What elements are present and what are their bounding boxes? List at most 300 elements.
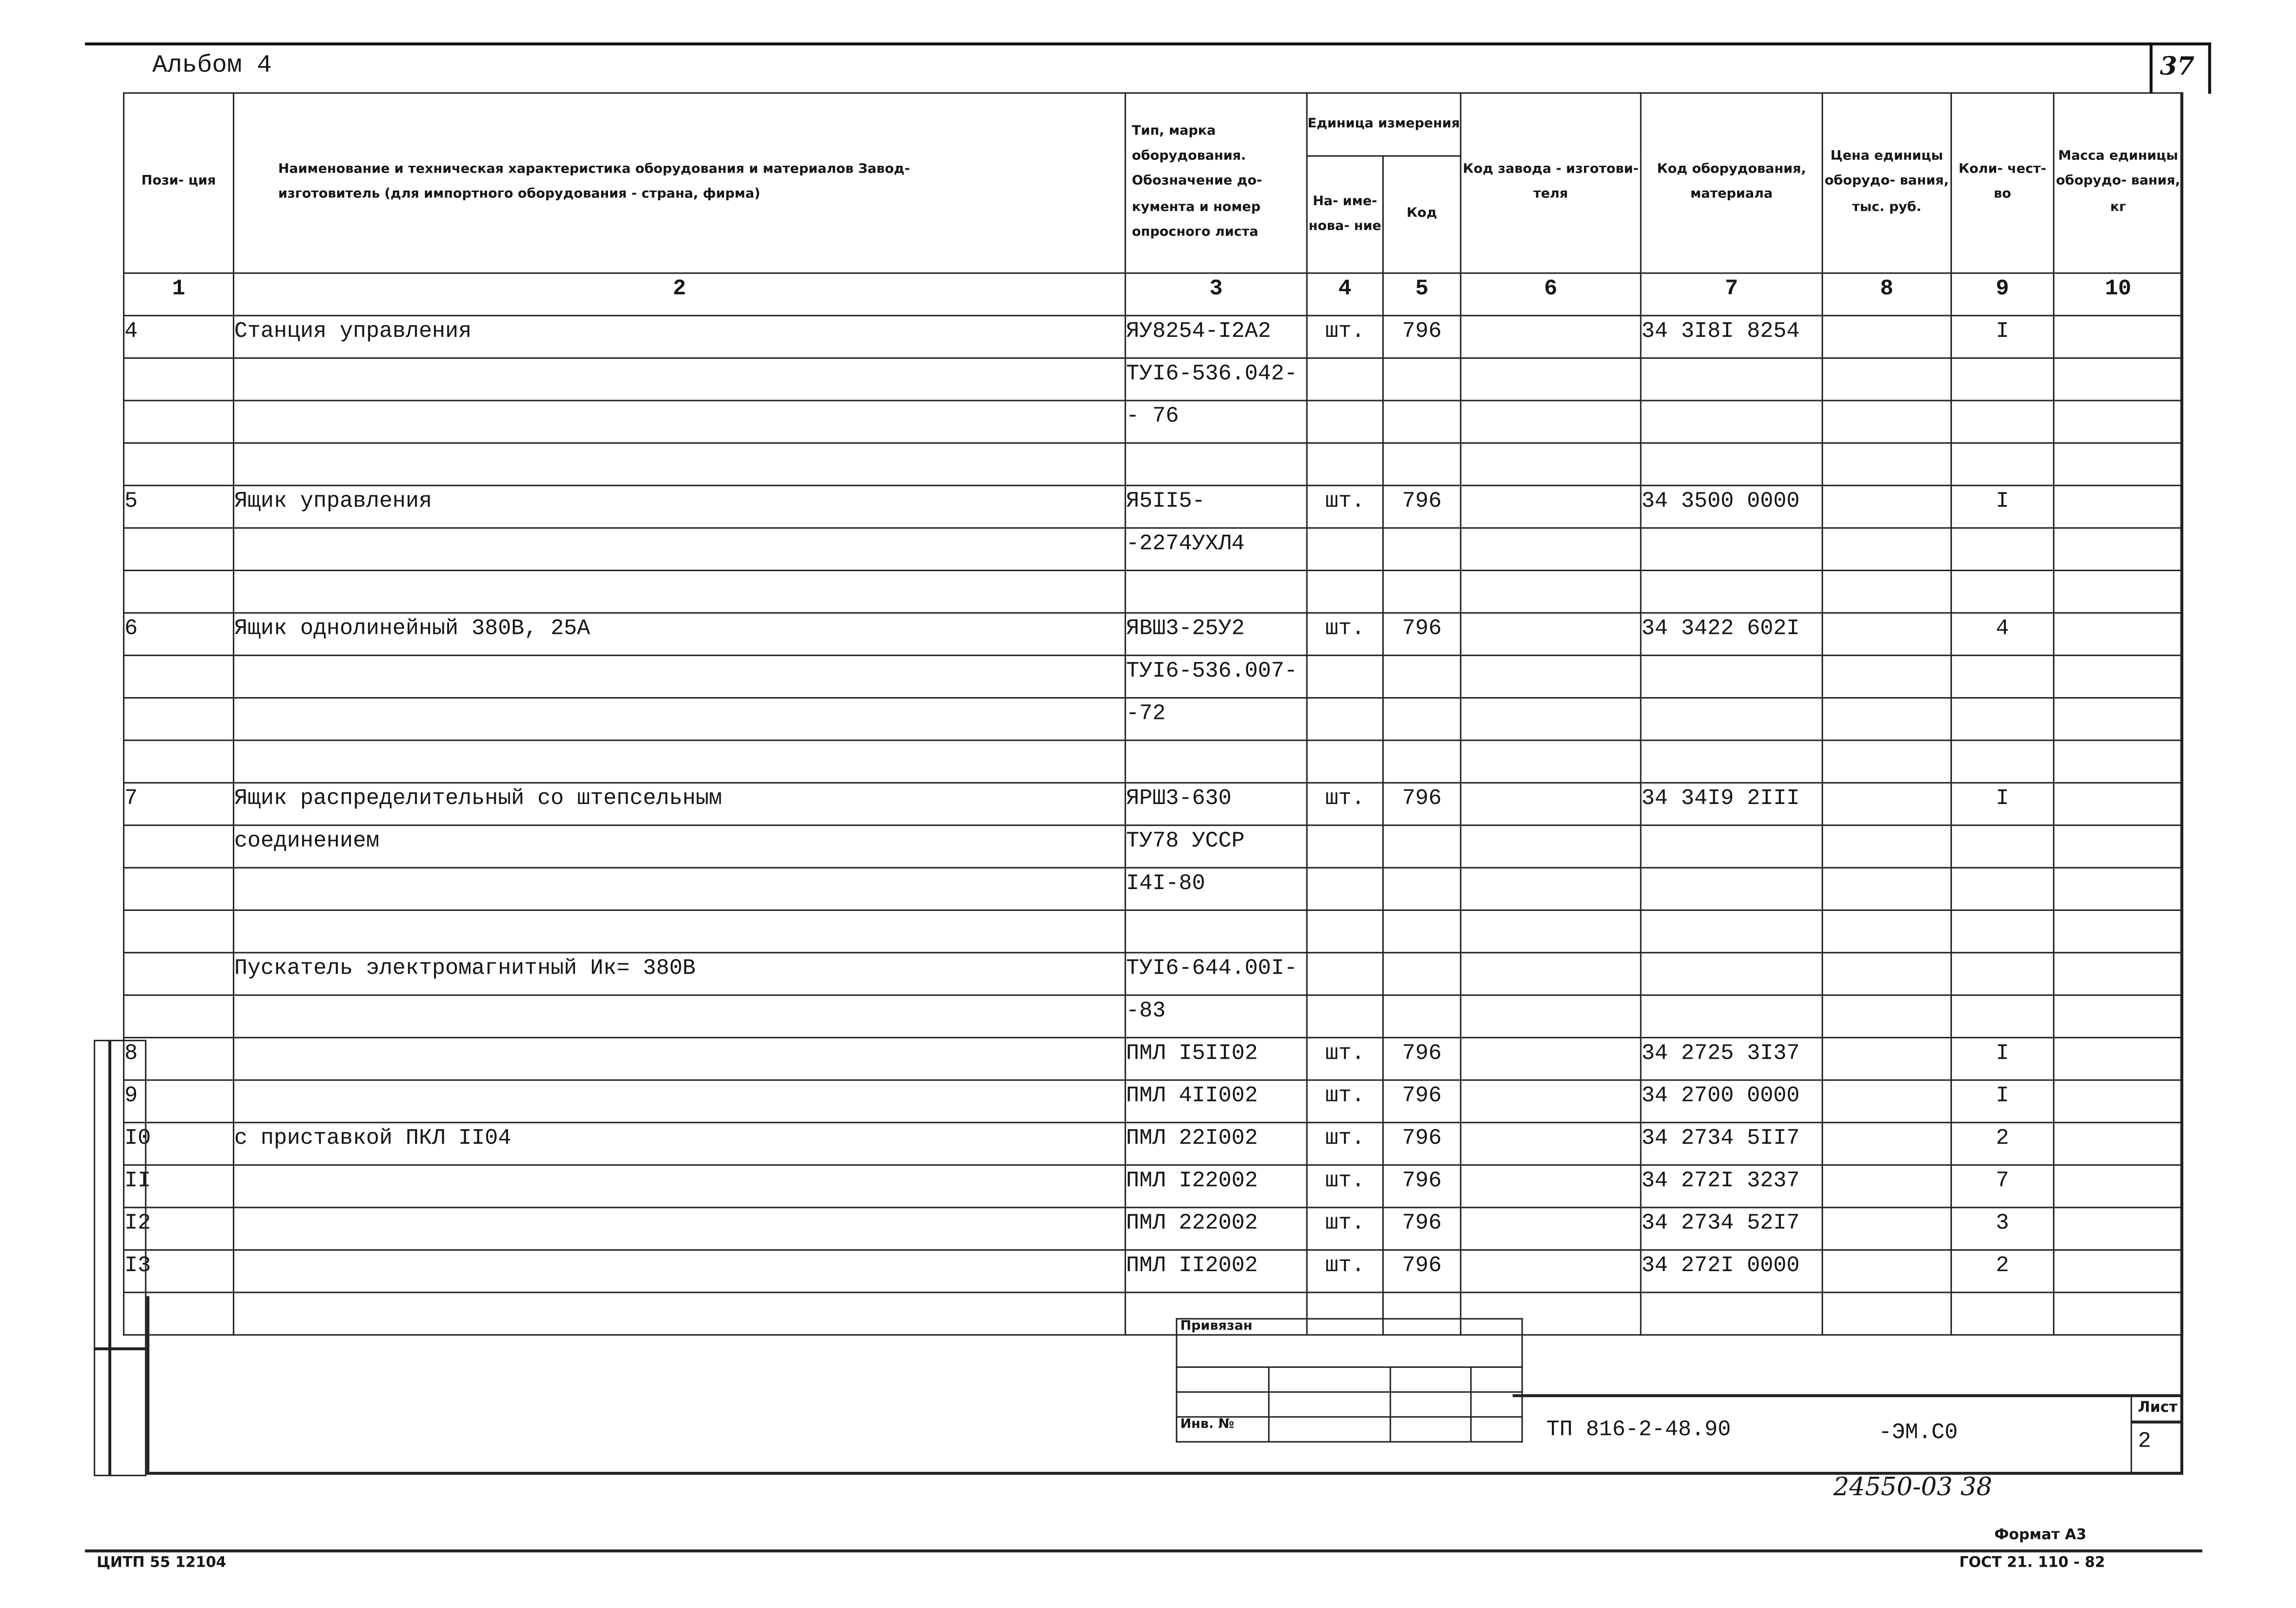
binding-strip-divider xyxy=(94,1347,146,1350)
cell-unit: шт. xyxy=(1307,1080,1383,1122)
table-row xyxy=(124,1293,2183,1335)
cell-type: I4I-80 xyxy=(1125,868,1307,910)
cell-name: Пускатель электромагнитный Ик= 380В xyxy=(234,953,1126,995)
cell-price xyxy=(1822,315,1951,358)
cell-code: 796 xyxy=(1383,315,1461,358)
cell-equipment-code xyxy=(1641,825,1823,868)
right-border xyxy=(2180,92,2183,1475)
cell-code: 796 xyxy=(1383,1038,1461,1080)
table-row xyxy=(124,995,2183,1037)
cell-price xyxy=(1822,825,1951,868)
cell-equipment-code: 34 272I 0000 xyxy=(1641,1250,1823,1292)
table-row xyxy=(124,655,2183,698)
table-row xyxy=(124,698,2183,740)
cell-quantity: 2 xyxy=(1951,1250,2054,1292)
cell-quantity: I xyxy=(1951,486,2054,528)
cell-factory-code xyxy=(1461,740,1641,783)
col-number: 2 xyxy=(234,273,1126,315)
cell-name xyxy=(234,995,1126,1037)
table-row xyxy=(124,953,2183,995)
cell-name xyxy=(234,1293,1126,1335)
cell-name xyxy=(234,1207,1126,1250)
cell-price xyxy=(1822,613,1951,655)
cell-mass xyxy=(2053,613,2182,655)
cell-code: 796 xyxy=(1383,486,1461,528)
cell-pos xyxy=(124,910,234,952)
cell-unit xyxy=(1307,401,1383,443)
sheet-value: 2 xyxy=(2138,1429,2151,1454)
cell-unit: шт. xyxy=(1307,1250,1383,1292)
cell-type: ПМЛ II2002 xyxy=(1125,1250,1307,1292)
cell-quantity xyxy=(1951,995,2054,1037)
cell-pos: 8 xyxy=(124,1038,234,1080)
cell-type: - 76 xyxy=(1125,401,1307,443)
cell-mass xyxy=(2053,825,2182,868)
cell-code xyxy=(1383,825,1461,868)
cell-factory-code xyxy=(1461,825,1641,868)
binding-strip xyxy=(94,1040,146,1476)
linked-stamp xyxy=(1176,1318,1523,1443)
cell-type: ПМЛ I22002 xyxy=(1125,1165,1307,1207)
cell-code: 796 xyxy=(1383,1250,1461,1292)
table-row xyxy=(124,1038,2183,1080)
cell-type: ПМЛ 4II002 xyxy=(1125,1080,1307,1122)
cell-code xyxy=(1383,868,1461,910)
cell-factory-code xyxy=(1461,1080,1641,1122)
cell-unit xyxy=(1307,698,1383,740)
cell-mass xyxy=(2053,783,2182,825)
cell-equipment-code xyxy=(1641,953,1823,995)
footer-line xyxy=(85,1550,2203,1552)
bottom-left-border xyxy=(146,1296,149,1475)
cell-unit xyxy=(1307,358,1383,401)
cell-unit xyxy=(1307,910,1383,952)
cell-pos xyxy=(124,953,234,995)
cell-code xyxy=(1383,995,1461,1037)
cell-mass xyxy=(2053,1165,2182,1207)
cell-factory-code xyxy=(1461,910,1641,952)
cell-equipment-code: 34 272I 3237 xyxy=(1641,1165,1823,1207)
cell-type: -83 xyxy=(1125,995,1307,1037)
cell-name xyxy=(234,1080,1126,1122)
cell-quantity xyxy=(1951,953,2054,995)
cell-factory-code xyxy=(1461,613,1641,655)
cell-unit: шт. xyxy=(1307,783,1383,825)
cell-price xyxy=(1822,1250,1951,1292)
cell-factory-code xyxy=(1461,868,1641,910)
cell-equipment-code: 34 2734 52I7 xyxy=(1641,1207,1823,1250)
cell-unit xyxy=(1307,825,1383,868)
cell-mass xyxy=(2053,401,2182,443)
cell-quantity xyxy=(1951,358,2054,401)
table-row xyxy=(124,740,2183,783)
top-right-border xyxy=(2208,42,2211,93)
cell-unit xyxy=(1307,995,1383,1037)
cell-quantity xyxy=(1951,698,2054,740)
cell-quantity xyxy=(1951,401,2054,443)
cell-pos: I2 xyxy=(124,1207,234,1250)
cell-type: ТУI6-536.042- xyxy=(1125,358,1307,401)
table-row xyxy=(124,1207,2183,1250)
cell-mass xyxy=(2053,1080,2182,1122)
cell-pos: I0 xyxy=(124,1122,234,1165)
cell-price xyxy=(1822,740,1951,783)
cell-equipment-code xyxy=(1641,401,1823,443)
cell-type: ПМЛ 22I002 xyxy=(1125,1122,1307,1165)
cell-unit: шт. xyxy=(1307,486,1383,528)
cell-mass xyxy=(2053,358,2182,401)
cell-name xyxy=(234,868,1126,910)
col-header-factory-code: Код завода - изготови- теля xyxy=(1461,93,1641,273)
cell-type: -72 xyxy=(1125,698,1307,740)
col-header-position: Пози- ция xyxy=(124,93,234,273)
cell-equipment-code: 34 2725 3I37 xyxy=(1641,1038,1823,1080)
cell-equipment-code xyxy=(1641,1293,1823,1335)
col-number: 8 xyxy=(1822,273,1951,315)
table-row xyxy=(124,1080,2183,1122)
cell-equipment-code xyxy=(1641,528,1823,570)
cell-price xyxy=(1822,953,1951,995)
table-row xyxy=(124,910,2183,952)
cell-price xyxy=(1822,528,1951,570)
cell-pos: 6 xyxy=(124,613,234,655)
col-number: 4 xyxy=(1307,273,1383,315)
cell-code xyxy=(1383,443,1461,485)
cell-unit xyxy=(1307,570,1383,612)
cell-code: 796 xyxy=(1383,783,1461,825)
cell-equipment-code: 34 3I8I 8254 xyxy=(1641,315,1823,358)
cell-unit: шт. xyxy=(1307,1122,1383,1165)
cell-factory-code xyxy=(1461,783,1641,825)
cell-type: ЯУ8254-I2А2 xyxy=(1125,315,1307,358)
col-number: 5 xyxy=(1383,273,1461,315)
cell-type: -2274УХЛ4 xyxy=(1125,528,1307,570)
title-block-line xyxy=(1513,1394,2182,1397)
cell-mass xyxy=(2053,1207,2182,1250)
cell-factory-code xyxy=(1461,953,1641,995)
cell-mass xyxy=(2053,740,2182,783)
cell-mass xyxy=(2053,315,2182,358)
cell-equipment-code xyxy=(1641,868,1823,910)
cell-pos xyxy=(124,570,234,612)
cell-factory-code xyxy=(1461,1250,1641,1292)
col-number: 3 xyxy=(1125,273,1307,315)
cell-quantity: 2 xyxy=(1951,1122,2054,1165)
table-row xyxy=(124,1250,2183,1292)
table-row xyxy=(124,486,2183,528)
document-suffix: -ЭМ.С0 xyxy=(1879,1420,1958,1446)
table-row xyxy=(124,825,2183,868)
cell-code xyxy=(1383,570,1461,612)
cell-code: 796 xyxy=(1383,613,1461,655)
cell-code xyxy=(1383,953,1461,995)
cell-pos: 4 xyxy=(124,315,234,358)
col-header-price: Цена единицы оборудо- вания, тыс. руб. xyxy=(1822,93,1951,273)
cell-pos xyxy=(124,443,234,485)
cell-factory-code xyxy=(1461,1122,1641,1165)
cell-name xyxy=(234,740,1126,783)
sheet-number: 37 xyxy=(2159,52,2195,82)
cell-pos: II xyxy=(124,1165,234,1207)
cell-price xyxy=(1822,1293,1951,1335)
cell-mass xyxy=(2053,910,2182,952)
cell-factory-code xyxy=(1461,528,1641,570)
binding-strip-divider xyxy=(108,1040,111,1476)
cell-quantity xyxy=(1951,443,2054,485)
cell-name xyxy=(234,570,1126,612)
cell-name xyxy=(234,698,1126,740)
cell-quantity xyxy=(1951,1293,2054,1335)
cell-quantity xyxy=(1951,868,2054,910)
cell-price xyxy=(1822,1038,1951,1080)
table-row xyxy=(124,358,2183,401)
cell-quantity: 7 xyxy=(1951,1165,2054,1207)
cell-price xyxy=(1822,655,1951,698)
cell-quantity: I xyxy=(1951,315,2054,358)
format-label: Формат А3 xyxy=(1994,1527,2087,1544)
header-row xyxy=(124,93,2183,157)
cell-equipment-code xyxy=(1641,570,1823,612)
cell-mass xyxy=(2053,1122,2182,1165)
cell-equipment-code: 34 2734 5II7 xyxy=(1641,1122,1823,1165)
cell-code xyxy=(1383,401,1461,443)
cell-price xyxy=(1822,868,1951,910)
cell-unit xyxy=(1307,868,1383,910)
cell-equipment-code: 34 34I9 2III xyxy=(1641,783,1823,825)
table-row xyxy=(124,315,2183,358)
cell-price xyxy=(1822,698,1951,740)
cell-quantity: 4 xyxy=(1951,613,2054,655)
cell-quantity: I xyxy=(1951,1038,2054,1080)
cell-price xyxy=(1822,1207,1951,1250)
cell-name xyxy=(234,1038,1126,1080)
cell-quantity xyxy=(1951,655,2054,698)
table-row xyxy=(124,401,2183,443)
cell-name: Станция управления xyxy=(234,315,1126,358)
cell-factory-code xyxy=(1461,1207,1641,1250)
cell-factory-code xyxy=(1461,698,1641,740)
col-header-name: Наименование и техническая характеристика оборудования и материалов Завод-изготовитель (для импортного оборудования - страна, фирма) xyxy=(234,93,1126,273)
cell-quantity: 3 xyxy=(1951,1207,2054,1250)
cell-code: 796 xyxy=(1383,1207,1461,1250)
cell-mass xyxy=(2053,995,2182,1037)
cell-equipment-code xyxy=(1641,910,1823,952)
cell-mass xyxy=(2053,655,2182,698)
cell-name: Ящик однолинейный 380В, 25А xyxy=(234,613,1126,655)
album-label: Альбом 4 xyxy=(152,52,272,81)
cell-mass xyxy=(2053,1250,2182,1292)
cell-type: ЯРШ3-630 xyxy=(1125,783,1307,825)
cell-pos xyxy=(124,995,234,1037)
cell-unit xyxy=(1307,443,1383,485)
cell-name xyxy=(234,655,1126,698)
col-number: 7 xyxy=(1641,273,1823,315)
cell-type: ПМЛ I5II02 xyxy=(1125,1038,1307,1080)
archive-number: 24550-03 38 xyxy=(1833,1473,1992,1503)
cell-pos: 7 xyxy=(124,783,234,825)
cell-code xyxy=(1383,740,1461,783)
cell-code: 796 xyxy=(1383,1080,1461,1122)
cell-name xyxy=(234,401,1126,443)
cell-name: с приставкой ПКЛ II04 xyxy=(234,1122,1126,1165)
cell-pos: 9 xyxy=(124,1080,234,1122)
cell-factory-code xyxy=(1461,1038,1641,1080)
cell-type xyxy=(1125,443,1307,485)
cell-quantity xyxy=(1951,825,2054,868)
cell-price xyxy=(1822,910,1951,952)
cell-type: Я5II5- xyxy=(1125,486,1307,528)
cell-name xyxy=(234,528,1126,570)
cell-code xyxy=(1383,910,1461,952)
col-number: 1 xyxy=(124,273,234,315)
cell-equipment-code xyxy=(1641,443,1823,485)
cell-code: 796 xyxy=(1383,1165,1461,1207)
cell-factory-code xyxy=(1461,655,1641,698)
cell-pos xyxy=(124,655,234,698)
cell-quantity xyxy=(1951,528,2054,570)
table-row xyxy=(124,528,2183,570)
cell-price xyxy=(1822,1122,1951,1165)
cell-code: 796 xyxy=(1383,1122,1461,1165)
linked-label: Привязан xyxy=(1177,1319,1522,1367)
cell-price xyxy=(1822,783,1951,825)
cell-price xyxy=(1822,1165,1951,1207)
cell-type: ТУI6-536.007- xyxy=(1125,655,1307,698)
cell-unit xyxy=(1307,953,1383,995)
table-row xyxy=(124,443,2183,485)
table-row xyxy=(124,1122,2183,1165)
cell-unit: шт. xyxy=(1307,1165,1383,1207)
cell-pos xyxy=(124,740,234,783)
cell-unit xyxy=(1307,655,1383,698)
cell-code xyxy=(1383,358,1461,401)
table-row xyxy=(124,613,2183,655)
gost-label: ГОСТ 21. 110 - 82 xyxy=(1959,1555,2105,1572)
cell-quantity: I xyxy=(1951,1080,2054,1122)
cell-equipment-code xyxy=(1641,698,1823,740)
cell-factory-code xyxy=(1461,358,1641,401)
sheet-box-divider xyxy=(2150,42,2153,93)
cell-equipment-code xyxy=(1641,358,1823,401)
col-header-mass: Масса единицы оборудо- вания, кг xyxy=(2053,93,2182,273)
cell-mass xyxy=(2053,1038,2182,1080)
cell-pos: I3 xyxy=(124,1250,234,1292)
cell-price xyxy=(1822,995,1951,1037)
cell-type: ТУ78 УССР xyxy=(1125,825,1307,868)
cell-factory-code xyxy=(1461,995,1641,1037)
col-header-quantity: Коли- чест- во xyxy=(1951,93,2054,273)
col-header-unit-name: На- име- нова- ние xyxy=(1307,157,1383,273)
cell-mass xyxy=(2053,528,2182,570)
cell-quantity xyxy=(1951,740,2054,783)
cell-price xyxy=(1822,443,1951,485)
table-row xyxy=(124,868,2183,910)
cell-quantity xyxy=(1951,910,2054,952)
cell-type xyxy=(1125,910,1307,952)
cell-mass xyxy=(2053,486,2182,528)
col-header-unit-code: Код xyxy=(1383,157,1461,273)
cell-code xyxy=(1383,528,1461,570)
cell-quantity: I xyxy=(1951,783,2054,825)
cell-name xyxy=(234,1250,1126,1292)
cell-factory-code xyxy=(1461,570,1641,612)
cell-pos xyxy=(124,825,234,868)
cell-type xyxy=(1125,570,1307,612)
col-number: 6 xyxy=(1461,273,1641,315)
cell-mass xyxy=(2053,443,2182,485)
cell-unit: шт. xyxy=(1307,1038,1383,1080)
cell-type: ТУI6-644.00I- xyxy=(1125,953,1307,995)
cell-factory-code xyxy=(1461,486,1641,528)
cell-pos xyxy=(124,528,234,570)
cell-mass xyxy=(2053,1293,2182,1335)
cell-unit: шт. xyxy=(1307,613,1383,655)
cell-equipment-code xyxy=(1641,995,1823,1037)
cell-pos xyxy=(124,868,234,910)
col-header-equipment-code: Код оборудования, материала xyxy=(1641,93,1823,273)
cell-type xyxy=(1125,740,1307,783)
cell-factory-code xyxy=(1461,1165,1641,1207)
inv-label: Инв. № xyxy=(1177,1417,1269,1442)
cell-factory-code xyxy=(1461,443,1641,485)
cell-factory-code xyxy=(1461,401,1641,443)
cell-mass xyxy=(2053,570,2182,612)
cell-equipment-code xyxy=(1641,655,1823,698)
cell-mass xyxy=(2053,953,2182,995)
footer-left: ЦИТП 55 12104 xyxy=(96,1555,226,1572)
cell-pos xyxy=(124,358,234,401)
sheet-cell-divider xyxy=(2131,1420,2182,1423)
cell-name xyxy=(234,910,1126,952)
cell-equipment-code: 34 3422 602I xyxy=(1641,613,1823,655)
cell-price xyxy=(1822,570,1951,612)
cell-price xyxy=(1822,1080,1951,1122)
cell-name xyxy=(234,443,1126,485)
cell-code xyxy=(1383,655,1461,698)
col-number: 10 xyxy=(2053,273,2182,315)
cell-price xyxy=(1822,358,1951,401)
cell-pos xyxy=(124,698,234,740)
cell-code xyxy=(1383,698,1461,740)
cell-equipment-code xyxy=(1641,740,1823,783)
cell-type: ЯВШ3-25У2 xyxy=(1125,613,1307,655)
cell-unit xyxy=(1307,740,1383,783)
cell-type: ПМЛ 222002 xyxy=(1125,1207,1307,1250)
cell-equipment-code: 34 3500 0000 xyxy=(1641,486,1823,528)
document-code: ТП 816-2-48.90 xyxy=(1546,1417,1731,1443)
cell-price xyxy=(1822,401,1951,443)
sheet-label: Лист xyxy=(2138,1400,2178,1416)
cell-equipment-code: 34 2700 0000 xyxy=(1641,1080,1823,1122)
specification-table xyxy=(123,92,2183,1336)
cell-unit: шт. xyxy=(1307,315,1383,358)
cell-quantity xyxy=(1951,570,2054,612)
cell-mass xyxy=(2053,698,2182,740)
cell-name: соединением xyxy=(234,825,1126,868)
cell-pos xyxy=(124,401,234,443)
top-border xyxy=(85,42,2211,45)
cell-name: Ящик управления xyxy=(234,486,1126,528)
col-header-type: Тип, марка оборудования. Обозначение до- кумента и номер опросного листа xyxy=(1125,93,1307,273)
cell-name xyxy=(234,358,1126,401)
table-row xyxy=(124,783,2183,825)
cell-unit: шт. xyxy=(1307,1207,1383,1250)
cell-mass xyxy=(2053,868,2182,910)
cell-price xyxy=(1822,486,1951,528)
table-row xyxy=(124,570,2183,612)
table-row xyxy=(124,1165,2183,1207)
cell-unit xyxy=(1307,528,1383,570)
